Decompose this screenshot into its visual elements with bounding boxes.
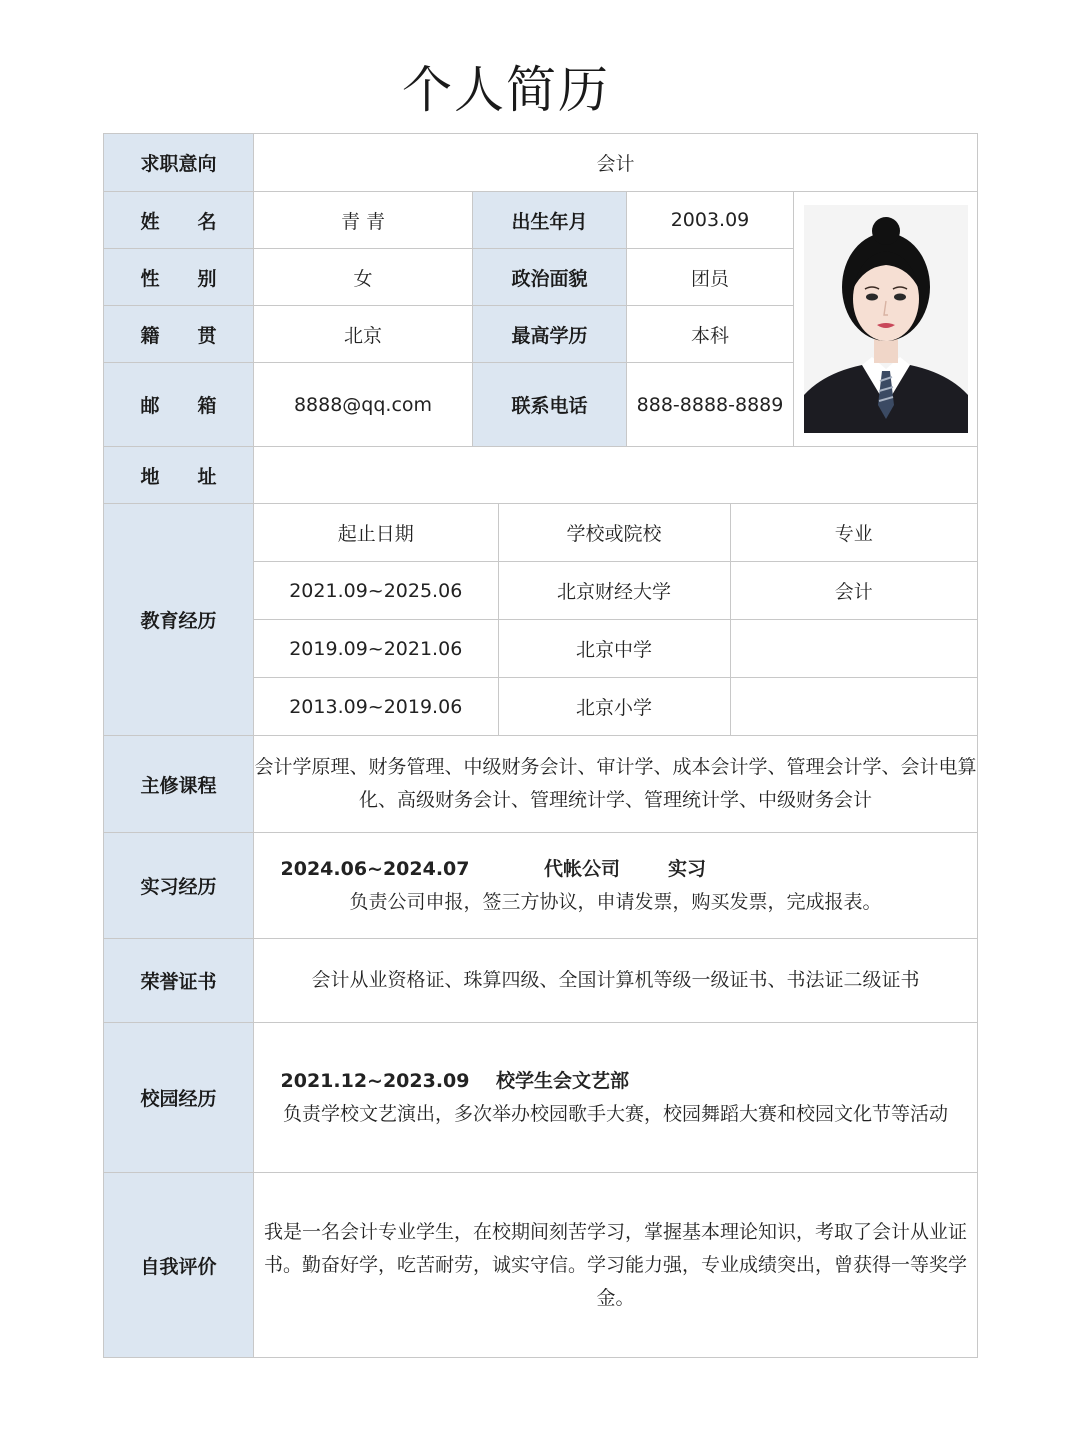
courses-label: 主修课程 bbox=[104, 736, 254, 833]
edu-period: 2019.09~2021.06 bbox=[254, 620, 498, 678]
row-address bbox=[104, 447, 978, 504]
education-header-row bbox=[254, 504, 977, 562]
edu-header-school: 学校或院校 bbox=[498, 504, 730, 562]
degree-value: 本科 bbox=[627, 306, 794, 363]
honors-label: 荣誉证书 bbox=[104, 939, 254, 1023]
gender-label: 性别 bbox=[140, 267, 217, 290]
job-intent-value: 会计 bbox=[254, 134, 978, 192]
name-value: 青 青 bbox=[254, 192, 473, 249]
address-value bbox=[254, 447, 978, 504]
row-job-intent bbox=[104, 134, 978, 192]
campus-period: 2021.12~2023.09 bbox=[280, 1069, 470, 1092]
row-education bbox=[104, 504, 978, 736]
row-courses bbox=[104, 736, 978, 833]
name-label: 姓名 bbox=[140, 210, 217, 233]
table-row bbox=[254, 620, 977, 678]
photo-cell bbox=[794, 192, 978, 447]
job-intent-label: 求职意向 bbox=[104, 134, 254, 192]
email-value: 8888@qq.com bbox=[254, 363, 473, 447]
portrait-image bbox=[804, 205, 968, 433]
phone-label: 联系电话 bbox=[473, 363, 627, 447]
internship-header bbox=[254, 853, 977, 886]
row-name bbox=[104, 192, 978, 249]
edu-major bbox=[730, 678, 977, 736]
edu-period: 2021.09~2025.06 bbox=[254, 562, 498, 620]
politics-value: 团员 bbox=[627, 249, 794, 306]
education-table bbox=[254, 504, 977, 735]
row-internship bbox=[104, 833, 978, 939]
row-honors bbox=[104, 939, 978, 1023]
row-campus bbox=[104, 1023, 978, 1173]
campus-header bbox=[254, 1065, 977, 1098]
row-self-eval bbox=[104, 1173, 978, 1358]
phone-value: 888-8888-8889 bbox=[627, 363, 794, 447]
edu-school: 北京财经大学 bbox=[498, 562, 730, 620]
hometown-value: 北京 bbox=[254, 306, 473, 363]
resume-table bbox=[103, 133, 978, 1358]
education-table-cell bbox=[254, 504, 978, 736]
self-eval-text: 我是一名会计专业学生，在校期间刻苦学习，掌握基本理论知识，考取了会计从业证书。勤奋好学，吃苦耐劳，诚实守信。学习能力强，专业成绩突出，曾获得一等奖学金。 bbox=[254, 1173, 978, 1358]
email-label: 邮箱 bbox=[140, 395, 217, 417]
gender-value: 女 bbox=[254, 249, 473, 306]
honors-text: 会计从业资格证、珠算四级、全国计算机等级一级证书、书法证二级证书 bbox=[254, 939, 978, 1023]
address-label: 地址 bbox=[140, 465, 217, 488]
internship-cell bbox=[254, 833, 978, 939]
birth-value: 2003.09 bbox=[627, 192, 794, 249]
internship-company: 代帐公司 bbox=[543, 857, 620, 880]
edu-major: 会计 bbox=[730, 562, 977, 620]
internship-label: 实习经历 bbox=[104, 833, 254, 939]
edu-header-major: 专业 bbox=[730, 504, 977, 562]
page-title: 个人简历 bbox=[402, 61, 610, 119]
campus-cell bbox=[254, 1023, 978, 1173]
internship-desc: 负责公司申报，签三方协议，申请发票，购买发票，完成报表。 bbox=[349, 890, 882, 913]
campus-org: 校学生会文艺部 bbox=[496, 1069, 630, 1092]
edu-major bbox=[730, 620, 977, 678]
profile-photo bbox=[804, 205, 968, 433]
politics-label: 政治面貌 bbox=[473, 249, 627, 306]
self-eval-label: 自我评价 bbox=[104, 1173, 254, 1358]
table-row bbox=[254, 678, 977, 736]
courses-text: 会计学原理、财务管理、中级财务会计、审计学、成本会计学、管理会计学、会计电算化、高级财务会计、管理统计学、管理统计学、中级财务会计 bbox=[254, 736, 978, 833]
table-row bbox=[254, 562, 977, 620]
hometown-label: 籍贯 bbox=[140, 324, 217, 347]
edu-header-period: 起止日期 bbox=[254, 504, 498, 562]
edu-period: 2013.09~2019.06 bbox=[254, 678, 498, 736]
internship-role: 实习 bbox=[668, 857, 707, 880]
education-label: 教育经历 bbox=[104, 504, 254, 736]
birth-label: 出生年月 bbox=[473, 192, 627, 249]
internship-period: 2024.06~2024.07 bbox=[280, 857, 470, 880]
campus-desc: 负责学校文艺演出，多次举办校园歌手大赛，校园舞蹈大赛和校园文化节等活动 bbox=[283, 1102, 949, 1125]
edu-school: 北京小学 bbox=[498, 678, 730, 736]
degree-label: 最高学历 bbox=[473, 306, 627, 363]
edu-school: 北京中学 bbox=[498, 620, 730, 678]
campus-label: 校园经历 bbox=[104, 1023, 254, 1173]
